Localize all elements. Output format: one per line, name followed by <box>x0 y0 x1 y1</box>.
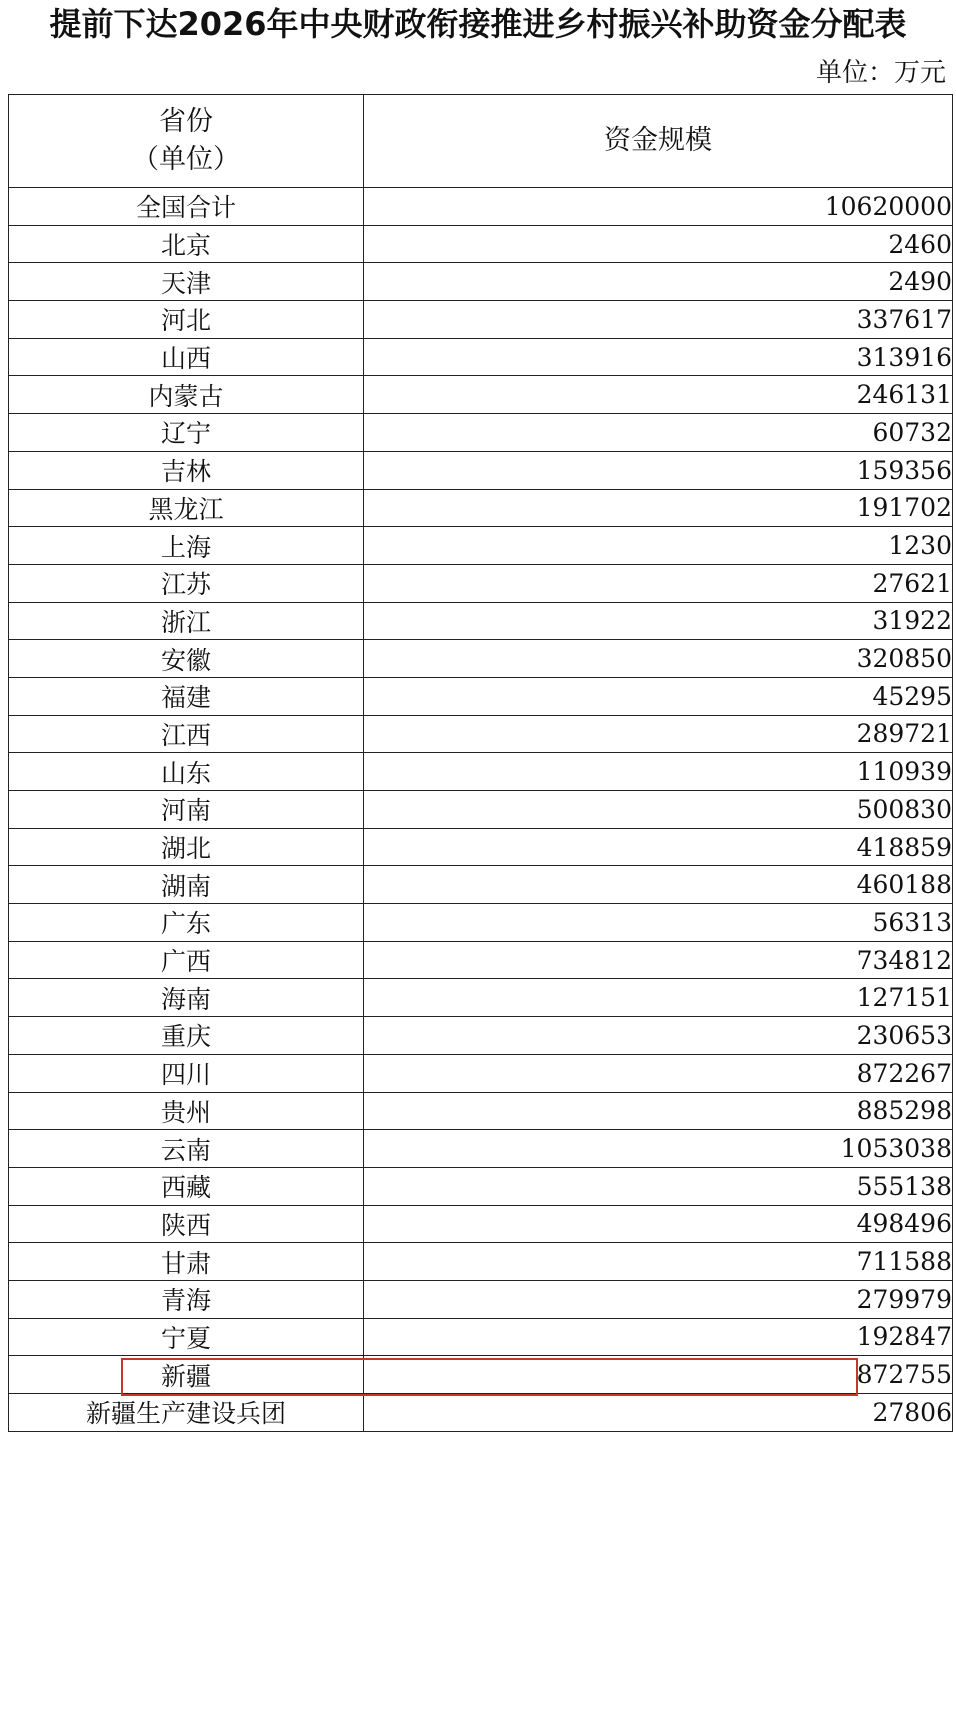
province-cell: 新疆 <box>9 1356 364 1394</box>
province-cell: 云南 <box>9 1130 364 1168</box>
province-cell: 贵州 <box>9 1092 364 1130</box>
amount-cell: 45295 <box>364 677 953 715</box>
header-funding-scale: 资金规模 <box>364 95 953 188</box>
table-row <box>9 828 953 866</box>
amount-cell: 555138 <box>364 1167 953 1205</box>
table-row <box>9 1017 953 1055</box>
province-cell: 广西 <box>9 941 364 979</box>
amount-cell: 872267 <box>364 1054 953 1092</box>
amount-cell: 418859 <box>364 828 953 866</box>
table-row <box>9 1092 953 1130</box>
table-row <box>9 263 953 301</box>
province-cell: 湖南 <box>9 866 364 904</box>
amount-cell: 460188 <box>364 866 953 904</box>
table-row <box>9 489 953 527</box>
amount-cell: 110939 <box>364 753 953 791</box>
table-body <box>9 188 953 1432</box>
table-row <box>9 564 953 602</box>
province-cell: 辽宁 <box>9 414 364 452</box>
table-row <box>9 1054 953 1092</box>
table-row <box>9 338 953 376</box>
table-row <box>9 866 953 904</box>
province-cell: 天津 <box>9 263 364 301</box>
table-row <box>9 715 953 753</box>
amount-cell: 1230 <box>364 527 953 565</box>
province-cell: 青海 <box>9 1280 364 1318</box>
amount-cell: 279979 <box>364 1280 953 1318</box>
amount-cell: 56313 <box>364 904 953 942</box>
province-cell: 四川 <box>9 1054 364 1092</box>
table-row <box>9 301 953 339</box>
amount-cell: 31922 <box>364 602 953 640</box>
allocation-table <box>8 94 953 1432</box>
amount-cell: 498496 <box>364 1205 953 1243</box>
province-cell: 陕西 <box>9 1205 364 1243</box>
amount-cell: 192847 <box>364 1318 953 1356</box>
amount-cell: 230653 <box>364 1017 953 1055</box>
amount-cell: 711588 <box>364 1243 953 1281</box>
province-cell: 西藏 <box>9 1167 364 1205</box>
province-cell: 重庆 <box>9 1017 364 1055</box>
province-cell: 福建 <box>9 677 364 715</box>
province-cell: 宁夏 <box>9 1318 364 1356</box>
table-row <box>9 904 953 942</box>
amount-cell: 2490 <box>364 263 953 301</box>
amount-cell: 191702 <box>364 489 953 527</box>
table-row <box>9 1130 953 1168</box>
province-cell: 北京 <box>9 225 364 263</box>
province-cell: 安徽 <box>9 640 364 678</box>
province-cell: 上海 <box>9 527 364 565</box>
table-row <box>9 677 953 715</box>
province-cell: 山西 <box>9 338 364 376</box>
table-row <box>9 602 953 640</box>
header-province <box>9 95 364 188</box>
table-row <box>9 1243 953 1281</box>
amount-cell: 2460 <box>364 225 953 263</box>
province-cell: 吉林 <box>9 451 364 489</box>
table-row <box>9 1167 953 1205</box>
province-cell: 海南 <box>9 979 364 1017</box>
table-row <box>9 640 953 678</box>
province-cell: 江西 <box>9 715 364 753</box>
table-row <box>9 451 953 489</box>
amount-cell: 1053038 <box>364 1130 953 1168</box>
province-cell: 江苏 <box>9 564 364 602</box>
table-row <box>9 1280 953 1318</box>
table-row <box>9 1394 953 1432</box>
amount-cell: 127151 <box>364 979 953 1017</box>
amount-cell: 159356 <box>364 451 953 489</box>
table-row <box>9 527 953 565</box>
document-title: 提前下达2026年中央财政衔接推进乡村振兴补助资金分配表 <box>49 5 907 43</box>
table-row <box>9 753 953 791</box>
table-row <box>9 225 953 263</box>
amount-cell: 885298 <box>364 1092 953 1130</box>
amount-cell: 246131 <box>364 376 953 414</box>
amount-cell: 60732 <box>364 414 953 452</box>
unit-label: 单位：万元 <box>815 58 946 88</box>
province-cell: 全国合计 <box>9 188 364 226</box>
table-row <box>9 979 953 1017</box>
table-header-row <box>9 95 953 188</box>
amount-cell: 872755 <box>364 1356 953 1394</box>
table-row <box>9 791 953 829</box>
table-row <box>9 1205 953 1243</box>
amount-cell: 27621 <box>364 564 953 602</box>
header-province-line1: 省份 <box>159 106 213 137</box>
province-cell: 内蒙古 <box>9 376 364 414</box>
table-row <box>9 941 953 979</box>
table-row <box>9 188 953 226</box>
province-cell: 河北 <box>9 301 364 339</box>
table-row <box>9 414 953 452</box>
amount-cell: 337617 <box>364 301 953 339</box>
province-cell: 浙江 <box>9 602 364 640</box>
province-cell: 新疆生产建设兵团 <box>9 1394 364 1432</box>
amount-cell: 734812 <box>364 941 953 979</box>
amount-cell: 320850 <box>364 640 953 678</box>
province-cell: 湖北 <box>9 828 364 866</box>
amount-cell: 27806 <box>364 1394 953 1432</box>
province-cell: 山东 <box>9 753 364 791</box>
province-cell: 甘肃 <box>9 1243 364 1281</box>
table-row <box>9 1318 953 1356</box>
table-row <box>9 1356 953 1394</box>
amount-cell: 10620000 <box>364 188 953 226</box>
table-row <box>9 376 953 414</box>
province-cell: 黑龙江 <box>9 489 364 527</box>
amount-cell: 313916 <box>364 338 953 376</box>
amount-cell: 500830 <box>364 791 953 829</box>
province-cell: 广东 <box>9 904 364 942</box>
amount-cell: 289721 <box>364 715 953 753</box>
header-province-line2: （单位） <box>132 144 240 175</box>
province-cell: 河南 <box>9 791 364 829</box>
